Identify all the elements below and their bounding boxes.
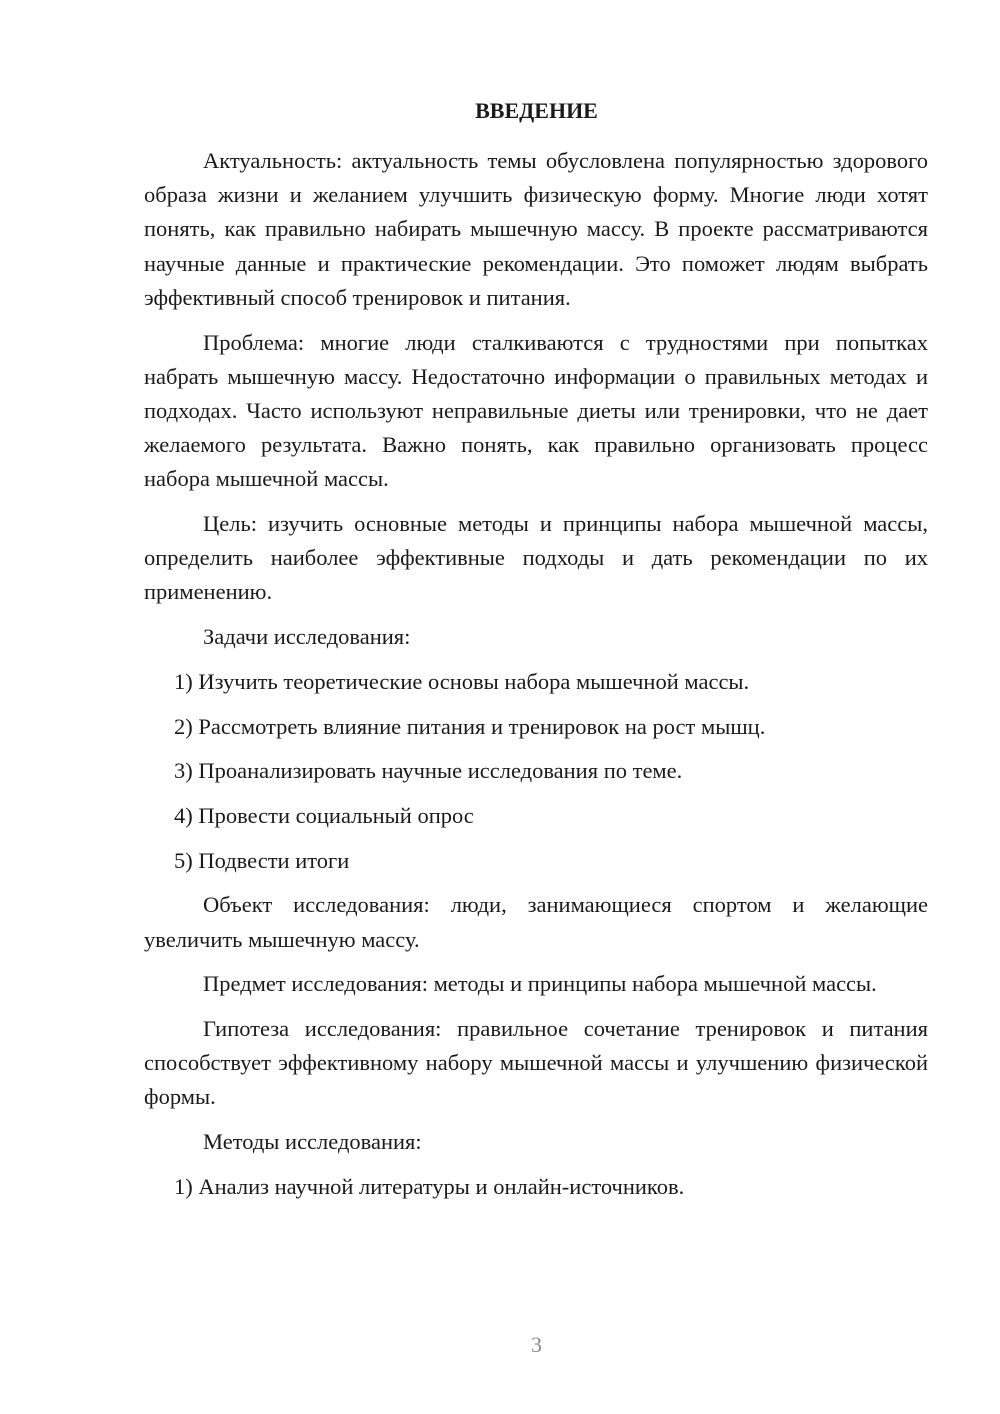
paragraph-hypothesis: Гипотеза исследования: правильное сочетание тренировок и питания способствует эффективному набору мышечной массы и улучшению физической формы. bbox=[144, 1015, 928, 1110]
method-item-1: 1) Анализ научной литературы и онлайн-источников. bbox=[174, 1173, 685, 1199]
task-item-5: 5) Подвести итоги bbox=[174, 847, 350, 873]
section-title: ВВЕДЕНИЕ bbox=[475, 98, 598, 123]
paragraph-subject: Предмет исследования: методы и принципы набора мышечной массы. bbox=[203, 971, 877, 997]
methods-label: Методы исследования: bbox=[203, 1129, 422, 1155]
task-item-4: 4) Провести социальный опрос bbox=[174, 802, 474, 828]
task-item-3: 3) Проанализировать научные исследования по теме. bbox=[174, 758, 683, 784]
document-body bbox=[144, 144, 928, 1214]
task-item-2: 2) Рассмотреть влияние питания и тренировок на рост мышц. bbox=[174, 713, 766, 739]
paragraph-problem: Проблема: многие люди сталкиваются с трудностями при попытках набрать мышечную массу. Недостаточно информации о правильных методах и подходах. Часто используют неправильные диеты или тренировки, что не дает желаемого результата. Важно понять, как правильно организовать процесс набора мышечной массы. bbox=[144, 329, 928, 492]
paragraph-relevance: Актуальность: актуальность темы обусловлена популярностью здорового образа жизни и желанием улучшить физическую форму. Многие люди хотят понять, как правильно набирать мышечную массу. В проекте рассматриваются научные данные и практические рекомендации. Это поможет людям выбрать эффективный способ тренировок и питания. bbox=[144, 148, 928, 310]
paragraph-object: Объект исследования: люди, занимающиеся спортом и желающие увеличить мышечную массу. bbox=[144, 892, 928, 952]
page-number: 3 bbox=[531, 1332, 542, 1357]
task-item-1: 1) Изучить теоретические основы набора мышечной массы. bbox=[174, 668, 750, 694]
tasks-label: Задачи исследования: bbox=[203, 624, 411, 650]
paragraph-goal: Цель: изучить основные методы и принципы набора мышечной массы, определить наиболее эффективные подходы и дать рекомендации по их применению. bbox=[144, 511, 928, 605]
